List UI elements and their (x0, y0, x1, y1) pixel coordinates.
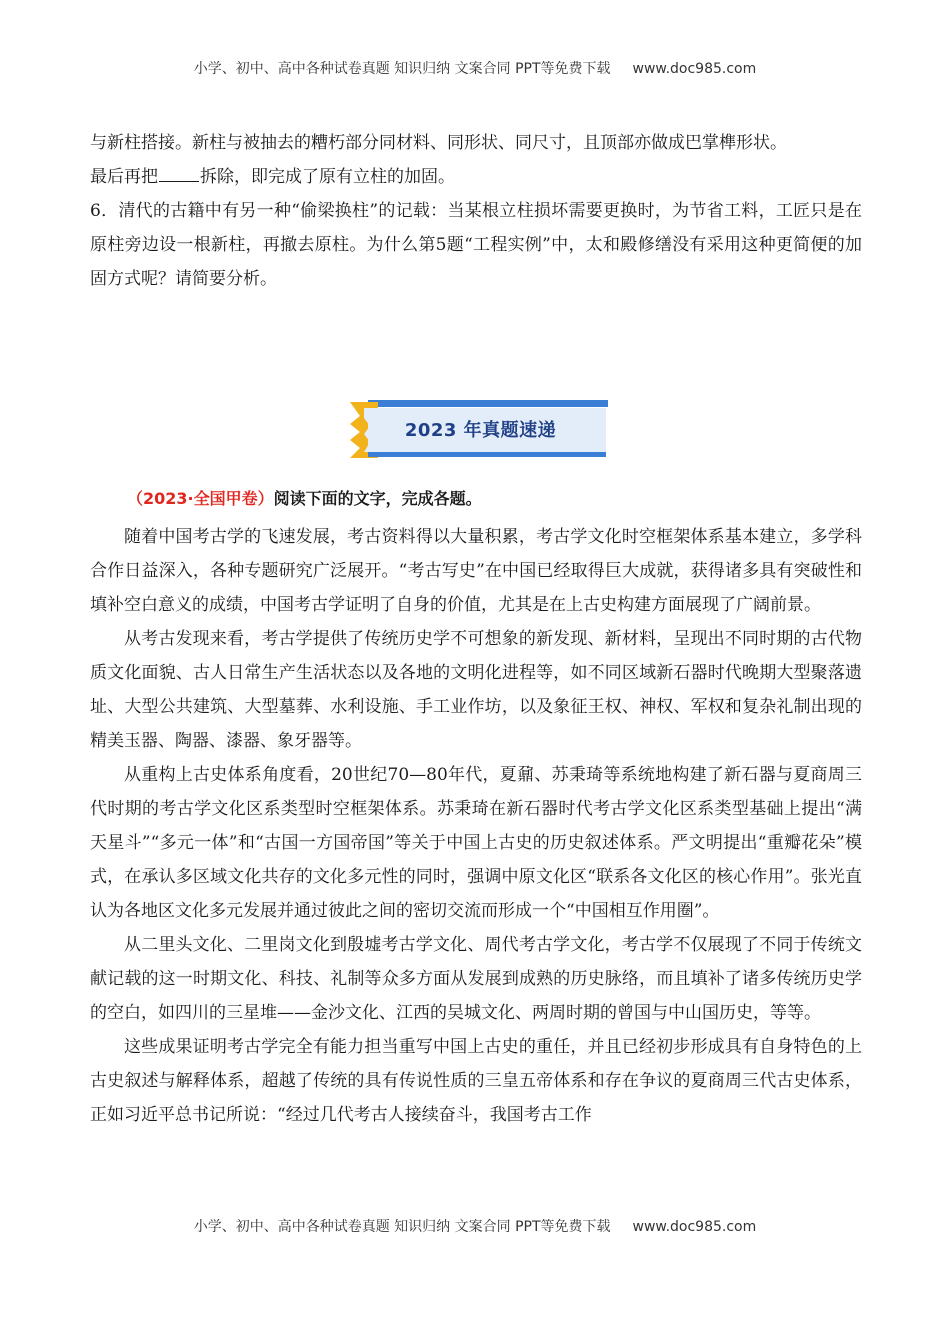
article-paragraph-4: 从二里头文化、二里岗文化到殷墟考古学文化、周代考古学文化，考古学不仅展现了不同于传统文献记载的这一时期文化、科技、礼制等众多方面从发展到成熟的历史脉络，而且填补了诸多传统历史学的空白，如四川的三星堆——金沙文化、江西的吴城文化、两周时期的曾国与中山国历史，等等。 (90, 935, 862, 1023)
article-paragraph-5: 这些成果证明考古学完全有能力担当重写中国上古史的重任，并且已经初步形成具有自身特色的上古史叙述与解释体系，超越了传统的具有传说性质的三皇五帝体系和存在争议的夏商周三代古史体系，正如习近平总书记所说：“经过几代考古人接续奋斗，我国考古工作 (90, 1037, 862, 1125)
banner-top-stripe (368, 400, 608, 407)
question-source: （2023·全国甲卷） (127, 489, 274, 508)
footer-site-link[interactable]: www.doc985.com (632, 1219, 757, 1235)
page-footer (0, 1216, 950, 1236)
footer-text: 小学、初中、高中各种试卷真题 知识归纳 文案合同 PPT等免费下载 (193, 1219, 611, 1235)
question-6: 6．清代的古籍中有另一种“偷梁换柱”的记载：当某根立柱损坏需要更换时，为节省工料，工匠只是在原柱旁边设一根新柱，再撤去原柱。为什么第5题“工程实例”中，太和殿修缮没有采用这种更简便的加固方式呢？请简要分析。 (90, 201, 862, 289)
article-paragraph-1: 随着中国考古学的飞速发展，考古资料得以大量积累，考古学文化时空框架体系基本建立，多学科合作日益深入，各种专题研究广泛展开。“考古写史”在中国已经取得巨大成就，获得诸多具有突破性和填补空白意义的成绩，中国考古学证明了自身的价值，尤其是在上古史构建方面展现了广阔前景。 (90, 527, 862, 615)
page-header (0, 58, 950, 78)
question-title (127, 484, 862, 514)
banner-bottom-stripe (368, 452, 606, 457)
article-paragraph-3: 从重构上古史体系角度看，20世纪70—80年代，夏鼐、苏秉琦等系统地构建了新石器与夏商周三代时期的考古学文化区系类型时空框架体系。苏秉琦在新石器时代考古学文化区系类型基础上提出“满天星斗”“多元一体”和“古国一方国帝国”等关于中国上古史的历史叙述体系。严文明提出“重瓣花朵”模式，在承认多区域文化共存的文化多元性的同时，强调中原文化区“联系各文化区的核心作用”。张光直认为各地区文化多元发展并通过彼此之间的密切交流而形成一个“中国相互作用圈”。 (90, 765, 862, 921)
article-paragraph-2: 从考古发现来看，考古学提供了传统历史学不可想象的新发现、新材料，呈现出不同时期的古代物质文化面貌、古人日常生产生活状态以及各地的文明化进程等，如不同区域新石器时代晚期大型聚落遗址、大型公共建筑、大型墓葬、水利设施、手工业作坊，以及象征王权、神权、军权和复杂礼制出现的精美玉器、陶器、漆器、象牙器等。 (90, 629, 862, 751)
header-site-link[interactable]: www.doc985.com (632, 61, 757, 77)
article-body (90, 520, 862, 1132)
top-paragraph-1: 与新柱搭接。新柱与被抽去的糟朽部分同材料、同形状、同尺寸，且顶部亦做成巴掌榫形状。 (90, 133, 787, 153)
banner-label: 2023 年真题速递 (404, 420, 557, 441)
header-text: 小学、初中、高中各种试卷真题 知识归纳 文案合同 PPT等免费下载 (193, 61, 611, 77)
top-p2-before: 最后再把 (90, 167, 158, 187)
question-instruction: 阅读下面的文字，完成各题。 (273, 489, 482, 508)
previous-question-block (90, 126, 862, 296)
section-banner (338, 398, 610, 462)
top-p2-after: 拆除，即完成了原有立柱的加固。 (200, 167, 455, 187)
top-paragraph-2 (90, 160, 862, 194)
fill-in-blank[interactable] (159, 163, 199, 182)
